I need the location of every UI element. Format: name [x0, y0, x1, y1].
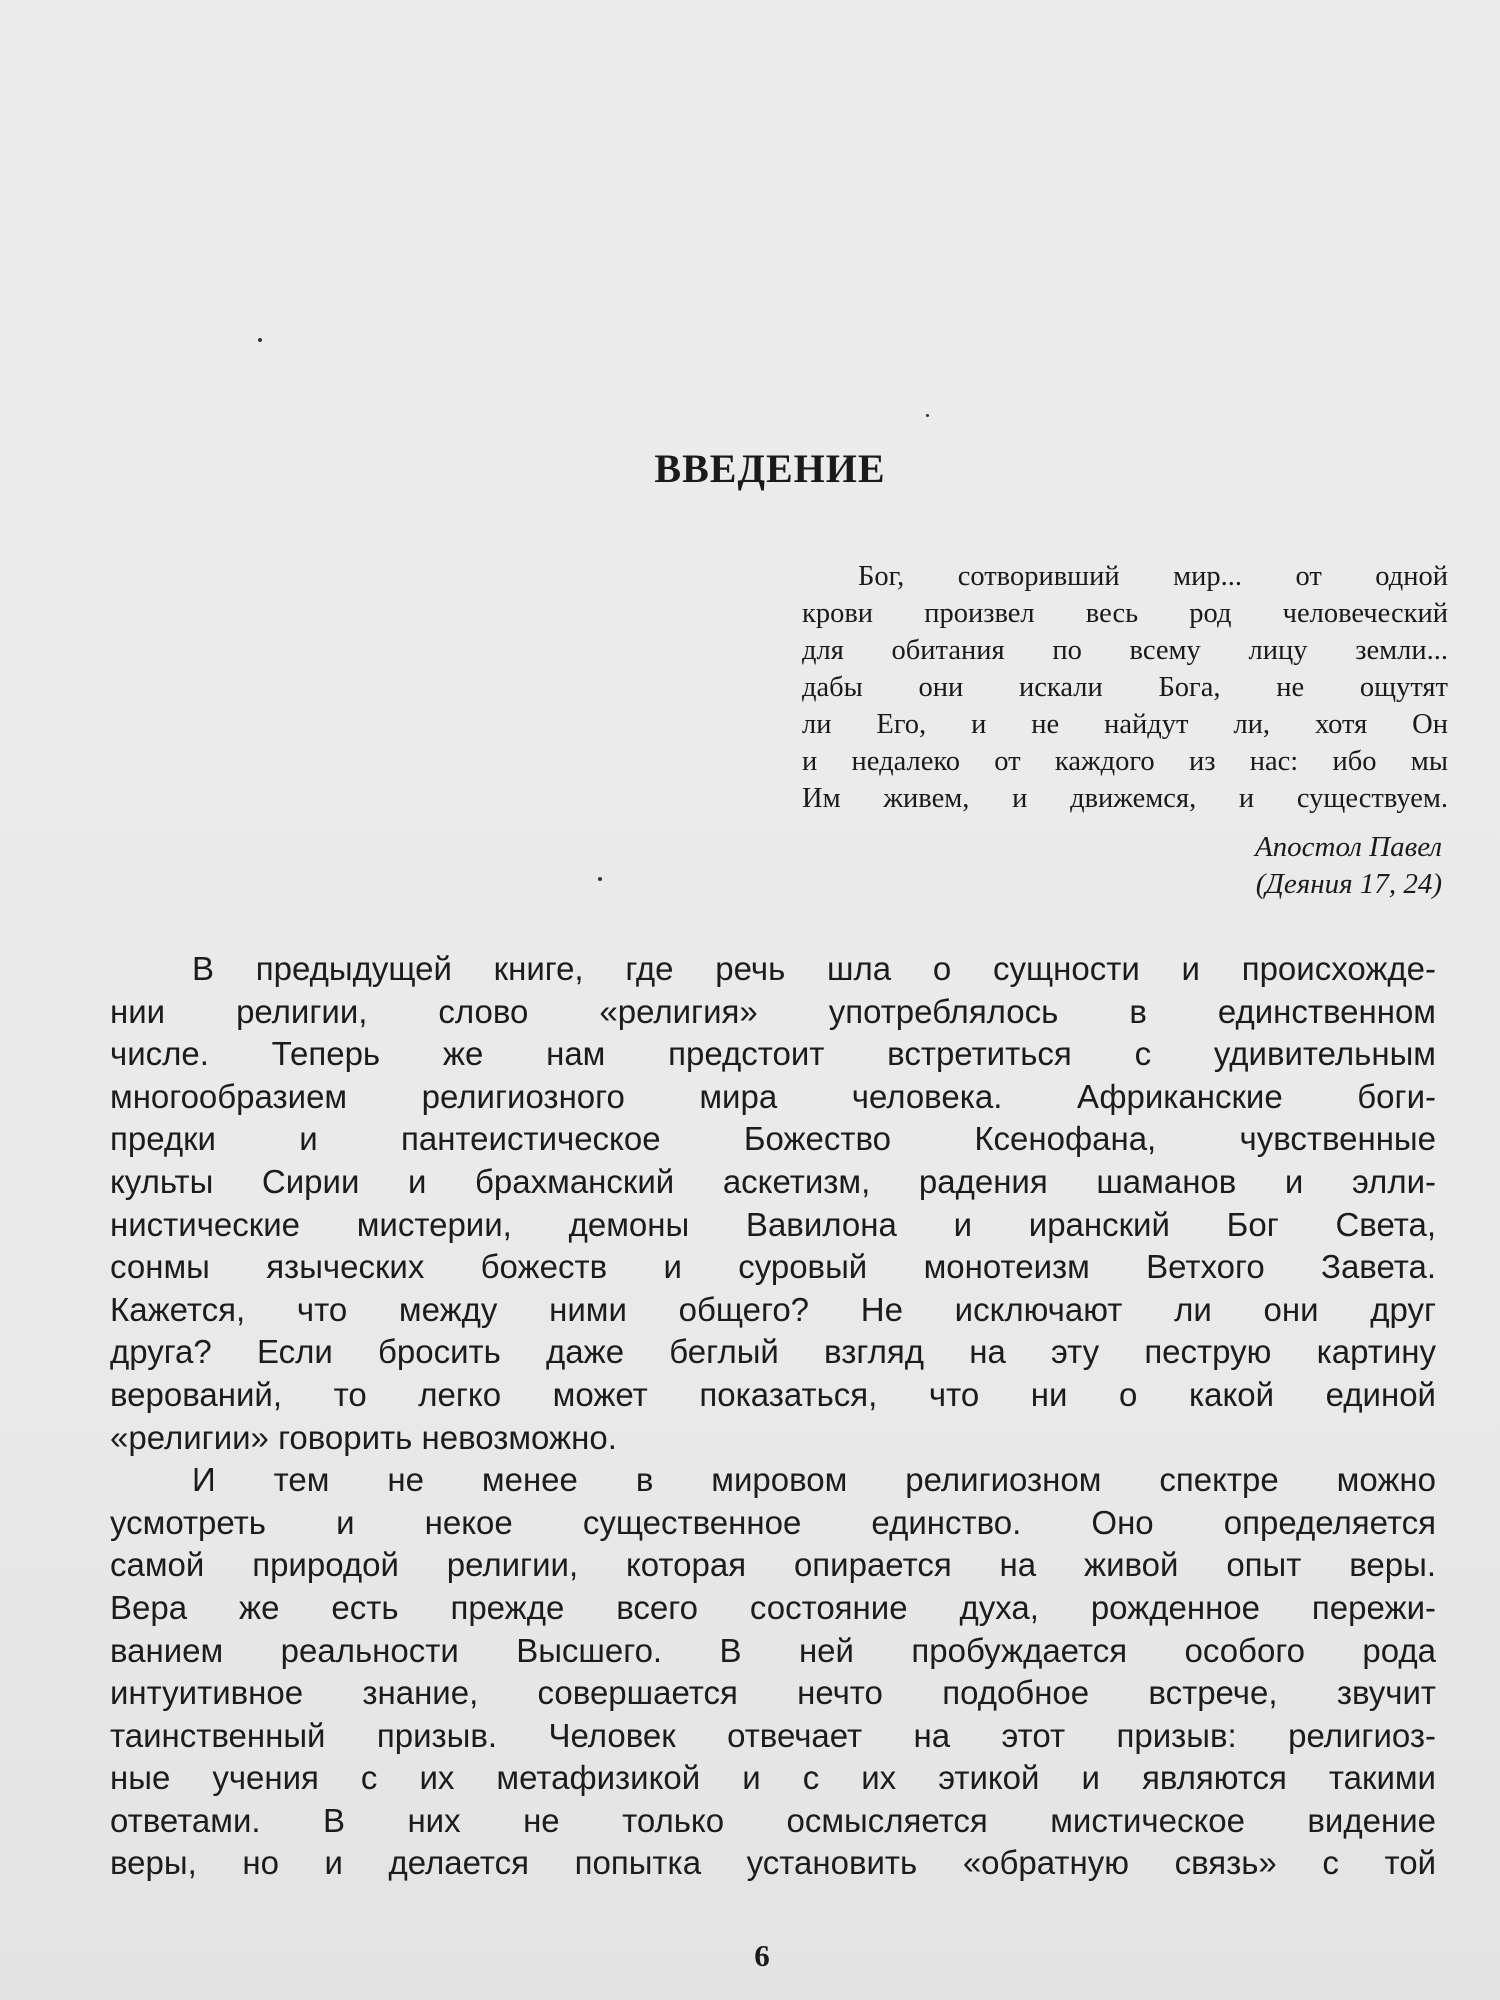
paragraph-line: нистические мистерии, демоны Вавилона и иранский Бог Света,	[110, 1205, 1436, 1243]
epigraph-line: и недалеко от каждого из нас: ибо мы	[802, 746, 1448, 777]
paragraph-line: веры, но и делается попытка установить «обратную связь» с той	[110, 1844, 1436, 1882]
epigraph-line: крови произвел весь род человеческий	[802, 598, 1448, 629]
paper-speck	[258, 338, 262, 342]
epigraph	[802, 558, 1448, 817]
paragraph-line: сонмы языческих божеств и суровый монотеизм Ветхого Завета.	[110, 1248, 1436, 1286]
paragraph-line: друга? Если бросить даже беглый взгляд на эту пеструю картину	[110, 1333, 1436, 1371]
paragraph-line: верований, то легко может показаться, что ни о какой единой	[110, 1375, 1436, 1413]
body-text	[110, 948, 1436, 1885]
paragraph-line: таинственный призыв. Человек отвечает на этот призыв: религиоз-	[110, 1716, 1436, 1754]
epigraph-attribution	[1100, 829, 1442, 903]
paragraph-line: самой природой религии, которая опирается на живой опыт веры.	[110, 1546, 1436, 1584]
paragraph-line: числе. Теперь же нам предстоит встретиться с удивительным	[110, 1035, 1436, 1073]
paragraph-line: Вера же есть прежде всего состояние духа, рожденное пережи-	[110, 1588, 1436, 1626]
paragraph-line: «религии» говорить невозможно.	[110, 1418, 617, 1456]
chapter-heading: ВВЕДЕНИЕ	[654, 445, 886, 491]
epigraph-line: ли Его, и не найдут ли, хотя Он	[802, 709, 1448, 740]
epigraph-line: Бог, сотворивший мир... от одной	[858, 561, 1448, 592]
paragraph-line: ванием реальности Высшего. В ней пробуждается особого рода	[110, 1631, 1436, 1669]
paragraph-line: И тем не менее в мировом религиозном спектре можно	[192, 1461, 1436, 1499]
paragraph-line: ответами. В них не только осмысляется мистическое видение	[110, 1801, 1436, 1839]
paragraph-line: интуитивное знание, совершается нечто подобное встрече, звучит	[110, 1674, 1436, 1712]
epigraph-line: дабы они искали Бога, не ощутят	[802, 672, 1448, 703]
paragraph-line: предки и пантеистическое Божество Ксенофана, чувственные	[110, 1120, 1436, 1158]
paragraph-line: Кажется, что между ними общего? Не исключают ли они друг	[110, 1290, 1436, 1328]
epigraph-source: (Деяния 17, 24)	[1255, 868, 1442, 900]
paper-speck	[926, 414, 929, 417]
page-number: 6	[754, 1938, 770, 1973]
paragraph-line: усмотреть и некое существенное единство. Оно определяется	[110, 1503, 1436, 1541]
epigraph-author: Апостол Павел	[1254, 831, 1442, 863]
paragraph-line: культы Сирии и брахманский аскетизм, радения шаманов и элли-	[110, 1162, 1436, 1200]
paragraph-line: многообразием религиозного мира человека. Африканские боги-	[110, 1077, 1436, 1115]
epigraph-line: Им живем, и движемся, и существуем.	[802, 783, 1448, 814]
paragraph-line: нии религии, слово «религия» употреблялось в единственном	[110, 992, 1436, 1030]
paper-speck	[598, 877, 602, 881]
epigraph-line: для обитания по всему лицу земли...	[802, 635, 1448, 666]
paragraph-line: В предыдущей книге, где речь шла о сущности и происхожде-	[192, 950, 1436, 987]
paragraph-line: ные учения с их метафизикой и с их этикой и являются такими	[110, 1759, 1436, 1797]
